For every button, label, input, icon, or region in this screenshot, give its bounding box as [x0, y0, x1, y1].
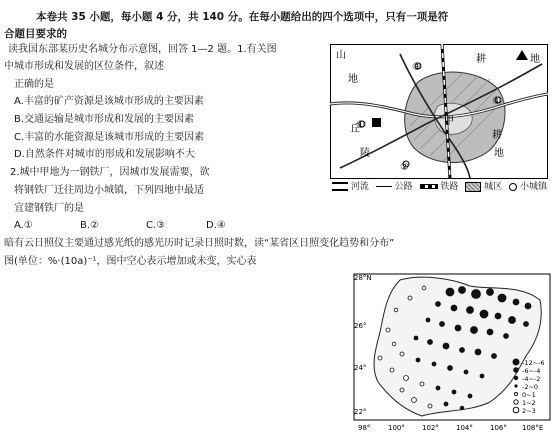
xtick-104: 104°: [456, 424, 473, 432]
map-label-geng2: 耕: [492, 130, 502, 141]
station-dot: [390, 368, 394, 372]
map-label-shan: 山: [336, 50, 346, 61]
station-dot: [414, 336, 418, 340]
legend-item-3: -2~0: [522, 383, 539, 391]
station-dot: [394, 308, 398, 312]
station-dot: [513, 299, 519, 305]
legend-item-1: -6~-4: [522, 367, 541, 375]
station-dot: [472, 290, 481, 299]
station-dot: [460, 348, 465, 353]
station-dot: [451, 305, 457, 311]
map-label-geng1: 耕: [476, 54, 486, 65]
station-dot: [495, 313, 501, 319]
xtick-108: 108°E: [522, 424, 544, 432]
station-dot: [492, 354, 497, 359]
station-dot: [524, 322, 529, 327]
rail-legend-icon: [420, 184, 438, 189]
station-dot: [509, 317, 516, 324]
station-dot: [498, 294, 506, 302]
station-dot: [443, 343, 449, 349]
station-dot: [504, 334, 509, 339]
station-dot: [408, 296, 412, 300]
station-dot: [471, 327, 478, 334]
station-dot: [468, 394, 472, 398]
station-dot: [404, 376, 409, 381]
city-map-svg: [330, 44, 548, 179]
city-map-legend: [332, 179, 547, 192]
station-dot: [448, 366, 453, 371]
q1-stem-line3: 正确的是: [14, 79, 54, 90]
legend-river: 河流: [350, 182, 369, 192]
town-legend-icon: [509, 183, 517, 191]
station-dot: [400, 388, 404, 392]
legend-item-5: 1~2: [522, 399, 536, 407]
q1-stem-line2: 中城市形成和发展的区位条件，叙述: [4, 61, 164, 72]
section-header: 本卷共 35 小题，每小题 4 分，共 140 分。在每小题给出的四个选项中，只有一项是符: [36, 11, 449, 23]
legend-item-0: -12~-6: [522, 359, 545, 367]
station-dot: [422, 286, 426, 290]
sunshine-map-figure: [330, 270, 554, 432]
station-dot: [378, 356, 382, 360]
q2-choice-b: B.②: [80, 220, 100, 231]
station-dot: [432, 362, 436, 366]
station-dot: [460, 406, 464, 410]
map-label-jia: 甲: [444, 116, 454, 127]
station-dot: [428, 340, 433, 345]
q1-stem-line1: 读我国东部某历史名城分布示意图，回答 1—2 题。1.有关图: [8, 44, 277, 55]
station-dot: [416, 358, 420, 362]
map-label-c1: ①: [356, 120, 365, 131]
q2-stem-line1: 2.城中甲地为一钢铁厂，因城市发展需要，欲: [10, 167, 210, 178]
legend-rail: 铁路: [440, 182, 459, 192]
passage-line2: 图(单位：%·(10a)⁻¹，图中空心表示增加或未变，实心表: [4, 256, 257, 267]
xtick-106: 106°: [490, 424, 507, 432]
legend-item-2: -4~-2: [522, 375, 541, 383]
urban-legend-icon: [465, 182, 481, 192]
station-dot: [467, 307, 474, 314]
station-dot: [446, 288, 454, 296]
river-legend-icon: [332, 182, 348, 191]
station-dot: [420, 382, 424, 386]
xtick-102: 102°: [422, 424, 439, 432]
map-label-c4: ④: [492, 96, 501, 107]
station-dot: [428, 404, 432, 408]
q1-option-c: C.丰富的水能资源是该城市形成的主要因素: [14, 132, 205, 143]
q2-choice-c: C.③: [146, 220, 166, 231]
station-dot: [436, 302, 441, 307]
q2-stem-line2: 将钢铁厂迁往周边小城镇，下列四地中最适: [14, 185, 204, 196]
station-dot: [452, 390, 456, 394]
xtick-100: 100°: [388, 424, 405, 432]
map-label-ling: 陵: [360, 148, 370, 159]
map-label-di2: 地: [494, 148, 504, 159]
ytick-24: 24°: [354, 364, 367, 372]
ytick-28: 28°N: [354, 274, 372, 282]
station-dot: [440, 322, 445, 327]
section-header-continued: 合题目要求的: [4, 28, 67, 40]
factory-square: [372, 118, 381, 127]
station-dot: [455, 325, 461, 331]
station-dot: [480, 310, 488, 318]
station-dot: [412, 398, 417, 403]
legend-road: 公路: [394, 182, 413, 192]
q1-option-b: B.交通运输是城市形成和发展的主要因素: [14, 114, 195, 125]
station-dot: [475, 349, 481, 355]
legend-item-6: 2~3: [522, 407, 536, 415]
ytick-26: 26°: [354, 322, 367, 330]
map-label-di1: 地: [530, 54, 540, 65]
station-dot: [487, 289, 494, 296]
station-dot: [392, 342, 396, 346]
map-label-c2: ②: [400, 162, 409, 173]
station-dot: [525, 303, 531, 309]
station-dot: [386, 328, 390, 332]
xtick-98: 98°: [358, 424, 371, 432]
road-legend-icon: [376, 186, 392, 187]
q2-choice-d: D.④: [206, 220, 226, 231]
station-dot: [459, 287, 466, 294]
passage-line1: 暗有云日照仪主要通过感光纸的感光历时记录日照时数，读“某省区日照变化趋势和分布”: [4, 238, 395, 249]
q2-choice-a: A.①: [14, 220, 33, 231]
station-dot: [444, 402, 448, 406]
station-dot: [487, 329, 493, 335]
legend-urban: 城区: [484, 182, 503, 192]
q1-option-d: D.自然条件对城市的形成和发展影响不大: [14, 149, 195, 160]
legend-item-4: 0~1: [522, 391, 536, 399]
station-dot: [400, 352, 404, 356]
station-dot: [436, 386, 440, 390]
station-dot: [426, 318, 430, 322]
station-dot: [480, 374, 484, 378]
q2-stem-line3: 宜建钢铁厂的是: [14, 203, 84, 214]
station-dot: [464, 370, 468, 374]
q1-option-a: A.丰富的矿产资源是该城市形成的主要因素: [14, 96, 204, 107]
map-label-di: 地: [348, 74, 358, 85]
city-map-figure: [330, 44, 548, 193]
map-label-c3: ③: [412, 62, 421, 73]
sunshine-map-svg: [330, 270, 554, 432]
map-label-qiu: 丘: [350, 124, 360, 135]
ytick-22: 22°: [354, 408, 367, 416]
legend-town: 小城镇: [519, 182, 547, 192]
